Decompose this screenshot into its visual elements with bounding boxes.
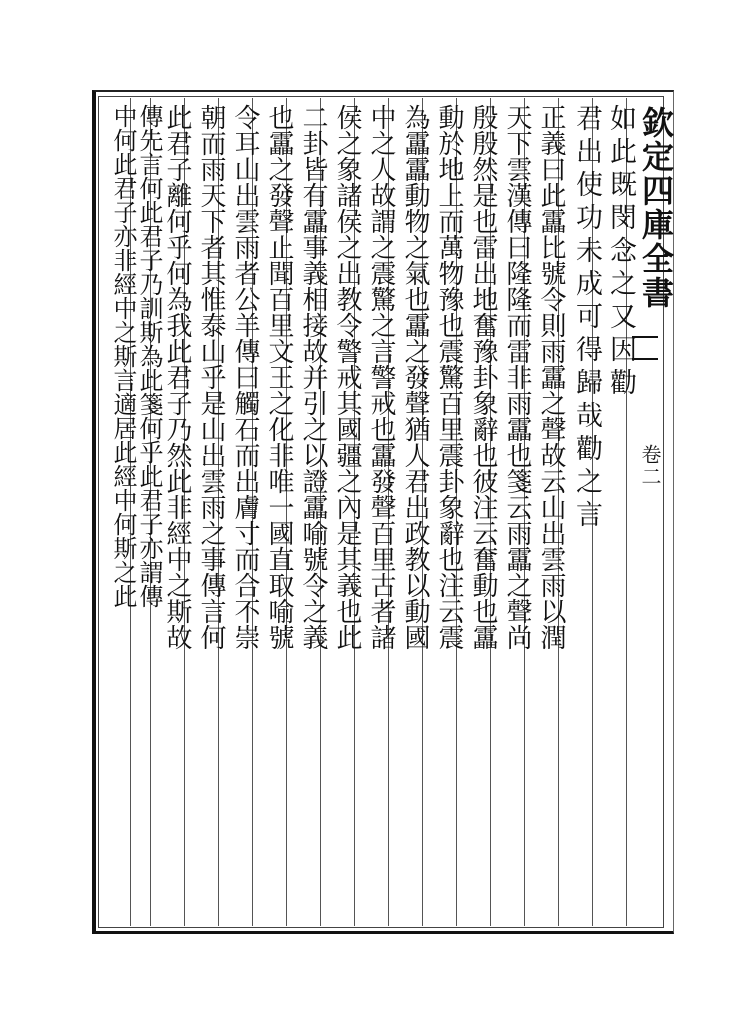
text-column-6: 動於地上而萬物豫也震驚百里震卦象辭也注云震 [434, 104, 464, 650]
text-column-7: 為靁靁動物之氣也靁之發聲猶人君出政教以動國 [400, 104, 430, 650]
text-column-10: 二卦皆有靁事義相接故并引之以證靁喻號令之義 [298, 104, 328, 650]
text-column-13: 朝而雨天下者其惟泰山乎是山出雲雨之事傳言何 [196, 104, 226, 650]
text-column-15: 傳先言何此君子乃訓斯為此箋何乎此君子亦謂傳 [135, 104, 163, 608]
text-column-11: 也靁之發聲止聞百里文王之化非唯一國直取喻號 [264, 104, 294, 650]
text-column-1: 如此既閔念之又因勸 [605, 104, 636, 401]
text-column-4: 天下雲漢傳曰隆隆而雷非雨靁也箋云雨靁之聲尚 [502, 104, 532, 650]
text-column-14: 此君子離何乎何為我此君子乃然此非經中之斯故 [162, 104, 192, 650]
juan-number: 卷二 [638, 444, 662, 488]
text-column-12: 令耳山出雲雨者公羊傳曰觸石而出膚寸而合不崇 [230, 104, 260, 650]
text-column-8: 中之人故謂之震驚之言警戒也靁發聲百里古者諸 [366, 104, 396, 650]
text-column-9: 侯之象諸侯之出教令警戒其國疆之內是其義也此 [332, 104, 362, 650]
text-column-2: 君出使功未成可得歸哉勸之言 [571, 104, 602, 533]
book-title: 欽定四庫全書 [637, 106, 675, 310]
text-column-16: 中何此君子亦非經中之斯言適居此經中何斯之此 [109, 104, 137, 608]
text-column-3: 正義曰此靁比號令則雨靁之聲故云山出雲雨以潤 [536, 104, 566, 650]
text-column-5: 殷殷然是也雷出地奮豫卦象辭也彼注云奮動也靁 [468, 104, 498, 650]
